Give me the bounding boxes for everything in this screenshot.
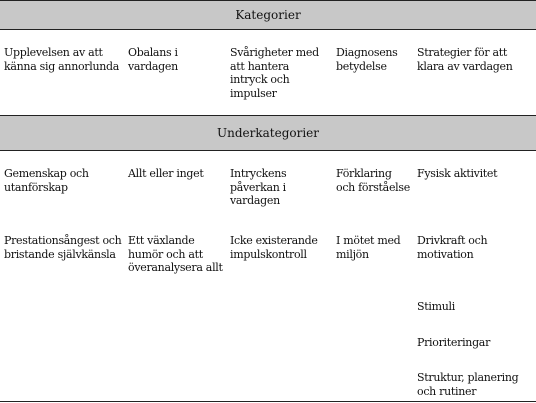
underkategorier-header-label: Underkategorier (216, 126, 320, 140)
underkategorier-header (0, 115, 536, 151)
underkategori-cell: Förklaring och förståelse (336, 167, 410, 194)
underkategori-cell: Fysisk aktivitet (417, 167, 498, 180)
underkategori-cell: I mötet med miljön (336, 234, 401, 261)
kategori-cell: Obalans i vardagen (128, 46, 178, 73)
underkategori-cell: Icke existerande impulskontroll (230, 234, 318, 261)
underkategori-cell: Intryckens påverkan i vardagen (230, 167, 287, 207)
kategorier-header-label: Kategorier (235, 8, 301, 22)
underkategori-cell: Stimuli (417, 300, 455, 313)
underkategori-cell: Prioriteringar (417, 336, 491, 349)
kategori-cell: Svårigheter med att hantera intryck och impulser (230, 46, 319, 100)
underkategori-cell: Allt eller inget (128, 167, 204, 180)
underkategori-cell: Ett växlande humör och att överanalysera allt (128, 234, 223, 274)
bottom-rule (0, 401, 536, 402)
underkategori-cell: Prestationsångest och bristande självkänsla (4, 234, 122, 261)
kategori-cell: Diagnosens betydelse (336, 46, 398, 73)
underkategori-cell: Struktur, planering och rutiner (417, 371, 519, 398)
kategori-cell: Strategier för att klara av vardagen (417, 46, 513, 73)
underkategori-cell: Drivkraft och motivation (417, 234, 488, 261)
kategori-cell: Upplevelsen av att känna sig annorlunda (4, 46, 120, 73)
underkategori-cell: Gemenskap och utanförskap (4, 167, 89, 194)
kategorier-header (0, 0, 536, 30)
